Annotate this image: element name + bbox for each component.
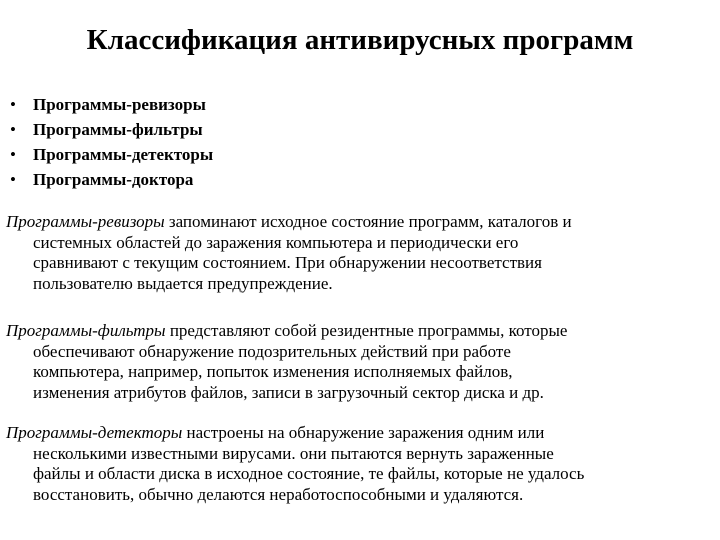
paragraph-line: сравнивают с текущим состоянием. При обнаружении несоответствия [33,253,542,272]
list-item [10,92,213,117]
paragraph-term: Программы-фильтры [6,321,166,340]
paragraph-line: системных областей до заражения компьютера и периодически его [33,232,519,252]
paragraph-text: настроены на обнаружение заражения одним или [182,423,545,442]
paragraph-line: пользователю выдается предупреждение. [33,273,333,293]
classification-list [10,92,213,192]
bullet-icon: • [10,95,16,114]
paragraph-filters [6,321,710,403]
paragraph-line [6,212,710,233]
list-item-label: Программы-доктора [33,170,194,189]
bullet-icon: • [10,145,16,164]
bullet-icon: • [10,170,16,189]
paragraph-line: изменения атрибутов файлов, записи в загрузочный сектор диска и др. [33,382,544,402]
paragraph-text: представляют собой резидентные программы, которые [165,321,568,340]
list-item [10,117,213,142]
paragraph-term: Программы-детекторы [6,423,183,442]
list-item-label: Программы-фильтры [33,120,203,139]
bullet-icon: • [10,120,16,139]
paragraph-line [6,423,710,444]
list-item-label: Программы-детекторы [33,145,214,164]
paragraph-auditors [6,212,710,294]
paragraph-line [6,321,710,342]
slide-title: Классификация антивирусных программ [86,24,634,56]
paragraph-text: запоминают исходное состояние программ, каталогов и [164,212,572,231]
paragraph-line: обеспечивают обнаружение подозрительных действий при работе [33,341,511,361]
list-item-label: Программы-ревизоры [33,95,206,114]
paragraph-line: восстановить, обычно делаются неработоспособными и удаляются. [33,484,524,504]
list-item [10,142,213,167]
paragraph-term: Программы-ревизоры [6,212,165,231]
list-item [10,167,213,192]
paragraph-line: несколькими известными вирусами. они пытаются вернуть зараженные [33,443,554,463]
paragraph-detectors [6,423,710,505]
paragraph-line: файлы и области диска в исходное состояние, те файлы, которые не удалось [33,464,585,483]
paragraph-line: компьютера, например, попыток изменения исполняемых файлов, [33,362,513,381]
